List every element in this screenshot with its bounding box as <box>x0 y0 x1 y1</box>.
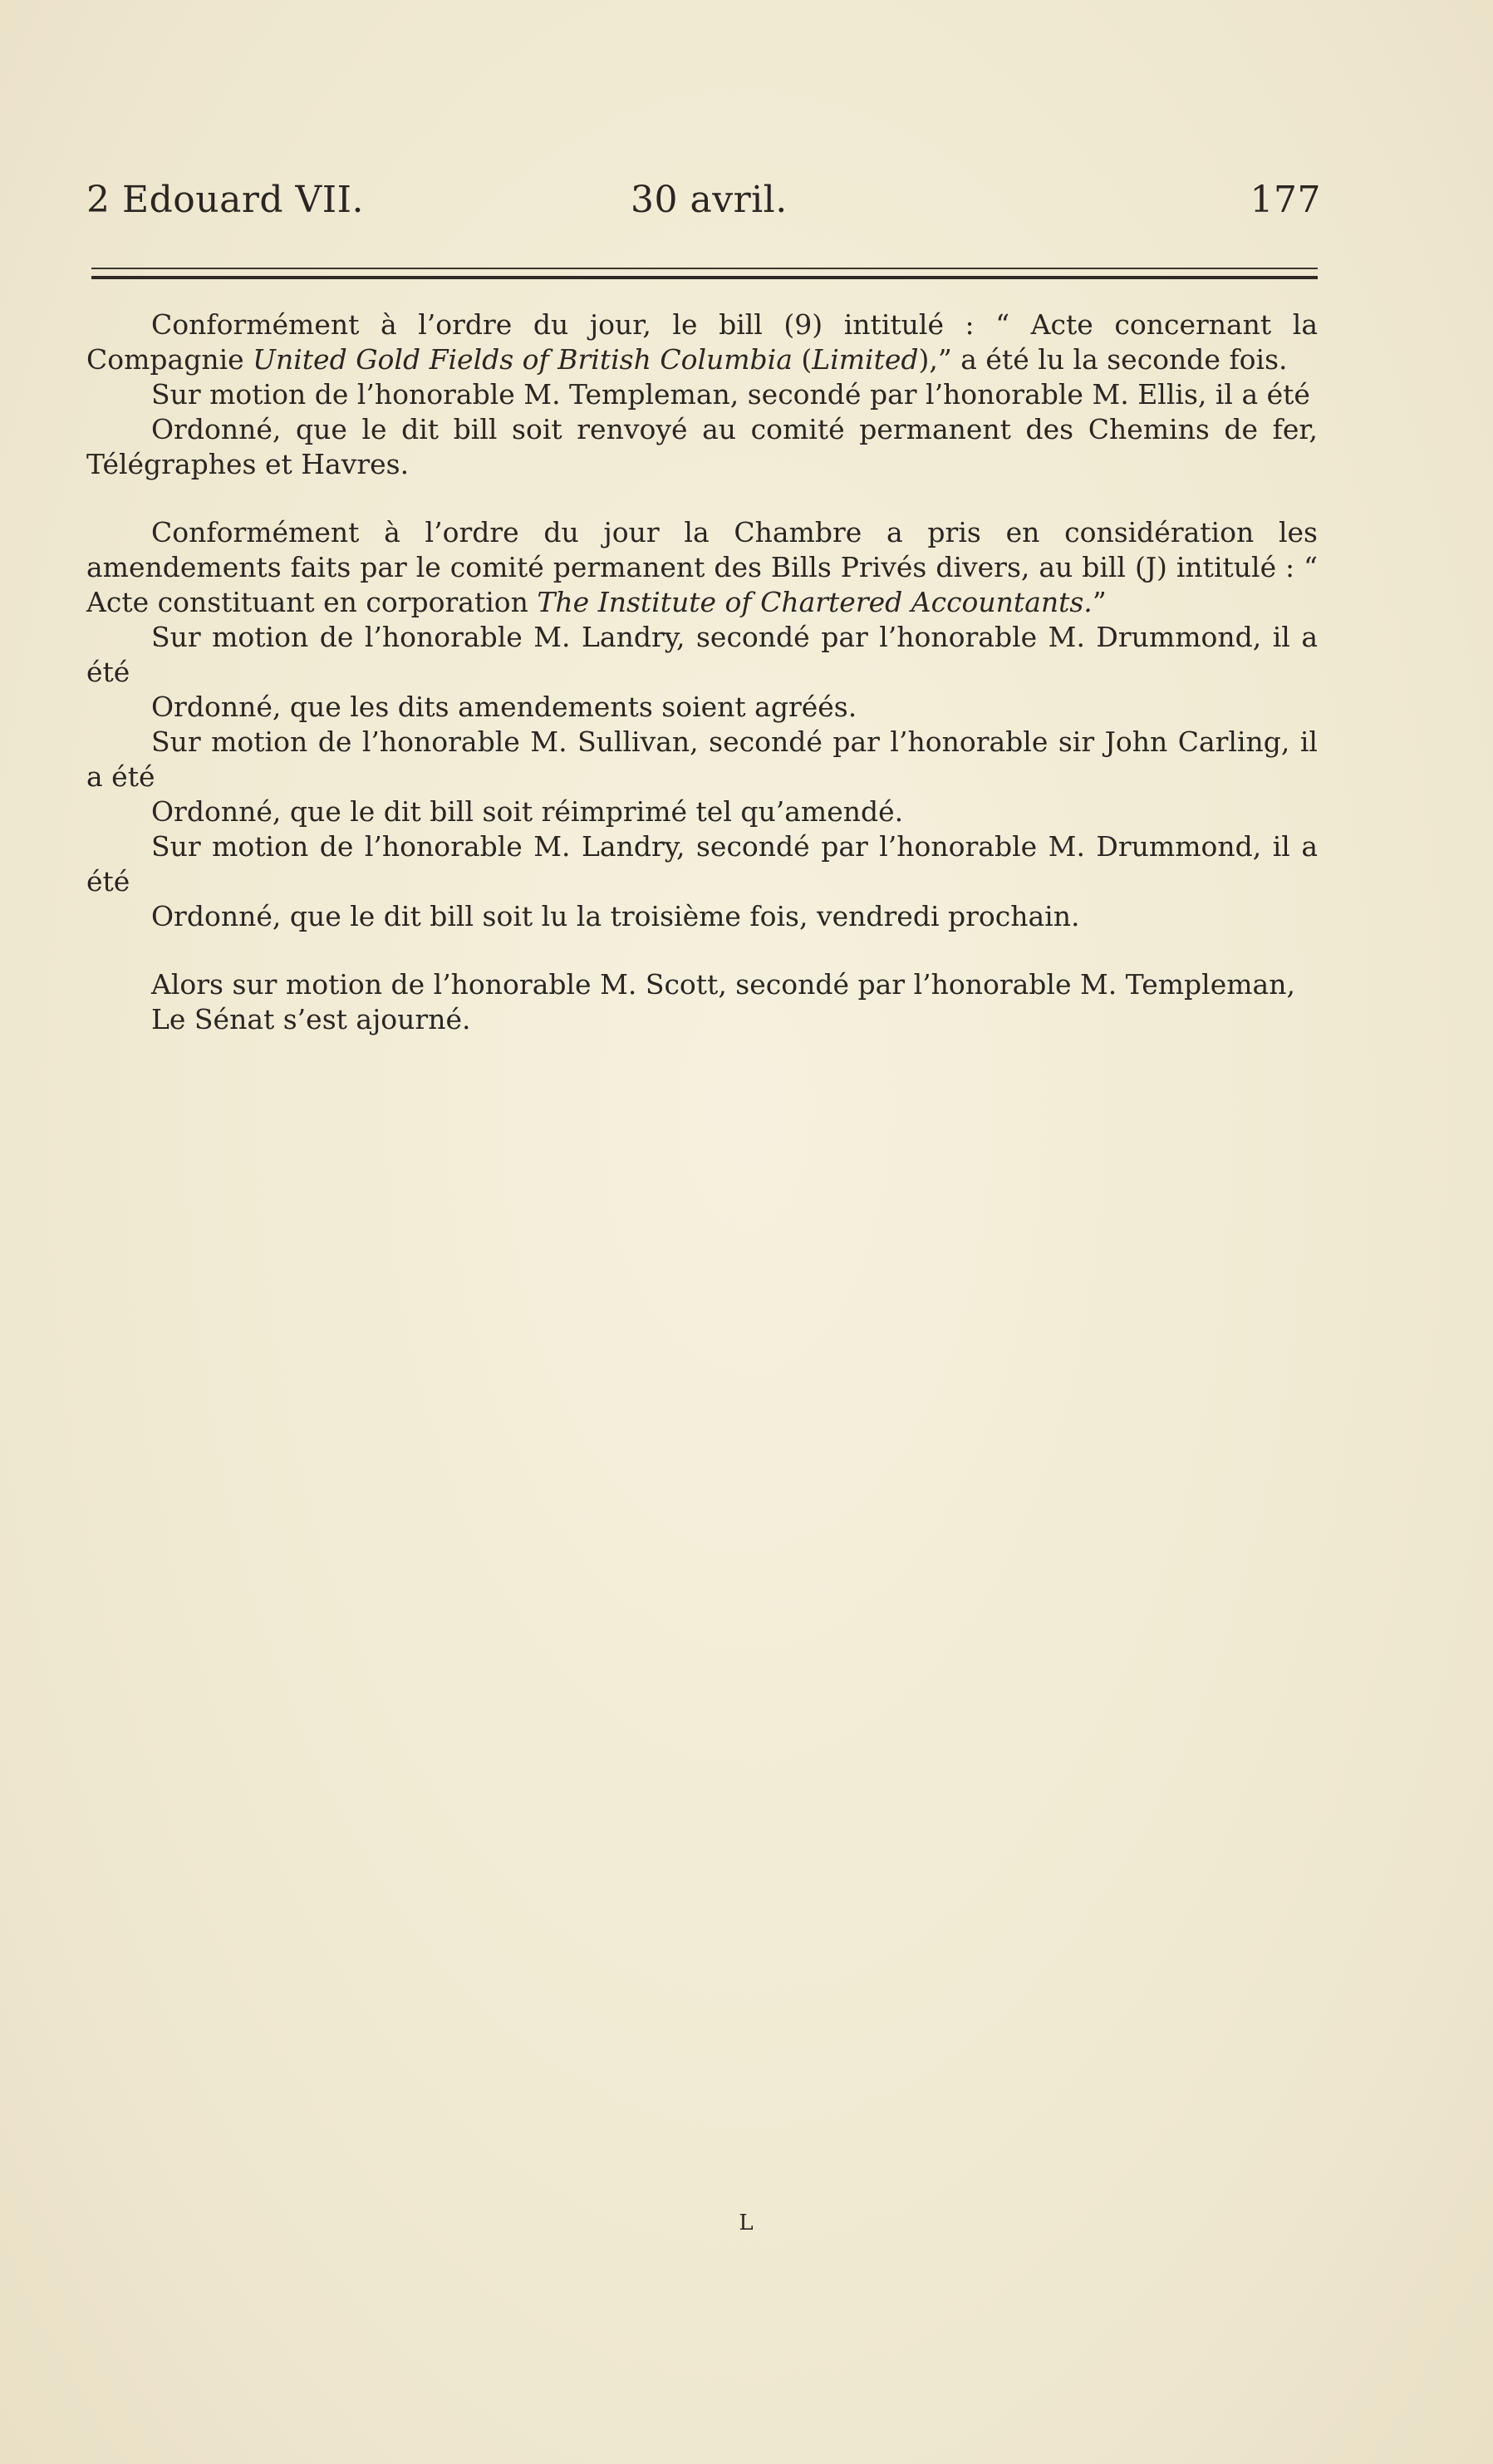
header-date: 30 avril. <box>631 179 788 221</box>
motion-templeman: Sur motion de l’honorable M. Templeman, secondé par l’honorable M. Ellis, il a été <box>151 378 1310 411</box>
order-third-reading: Ordonné, que le dit bill soit lu la troisième fois, vendredi prochain. <box>151 900 1080 932</box>
header-rule-thick <box>91 276 1318 279</box>
header-regnal-year: 2 Edouard VII. <box>86 179 365 221</box>
senate-adjourned: Le Sénat s’est ajourné. <box>151 1003 471 1035</box>
bill-j-amendments: Conformément à l’ordre du jour la Chambre a pris en considération les amendements faits par le comité permanent des Bills Privés divers, au bill (J) intitulé : “ Acte constituant en corporation The Institute of Chartered Accountants.” <box>86 516 1318 618</box>
running-header <box>86 179 1321 229</box>
order-amendments-agreed: Ordonné, que les dits amendements soient agréés. <box>151 691 857 723</box>
order-referral-committee: Ordonné, que le dit bill soit renvoyé au comité permanent des Chemins de fer, Télégraphes et Havres. <box>86 413 1318 480</box>
motion-sullivan: Sur motion de l’honorable M. Sullivan, secondé par l’honorable sir John Carling, il a été <box>86 725 1318 793</box>
order-reprint: Ordonné, que le dit bill soit réimprimé tel qu’amendé. <box>151 795 904 828</box>
motion-landry-1: Sur motion de l’honorable M. Landry, secondé par l’honorable M. Drummond, il a été <box>86 621 1318 688</box>
bill-9-second-reading: Conformément à l’ordre du jour, le bill (9) intitulé : “ Acte concernant la Compagnie United Gold Fields of British Columbia (Limited),” a été lu la seconde fois. <box>86 308 1318 376</box>
motion-landry-2: Sur motion de l’honorable M. Landry, secondé par l’honorable M. Drummond, il a été <box>86 830 1318 898</box>
journal-body <box>86 307 1318 1037</box>
printer-signature-mark: L <box>739 2211 754 2235</box>
header-rule-thin <box>91 268 1318 269</box>
header-page-number: 177 <box>1250 179 1321 221</box>
motion-scott-adjourn: Alors sur motion de l’honorable M. Scott, secondé par l’honorable M. Templeman, <box>151 968 1295 1001</box>
